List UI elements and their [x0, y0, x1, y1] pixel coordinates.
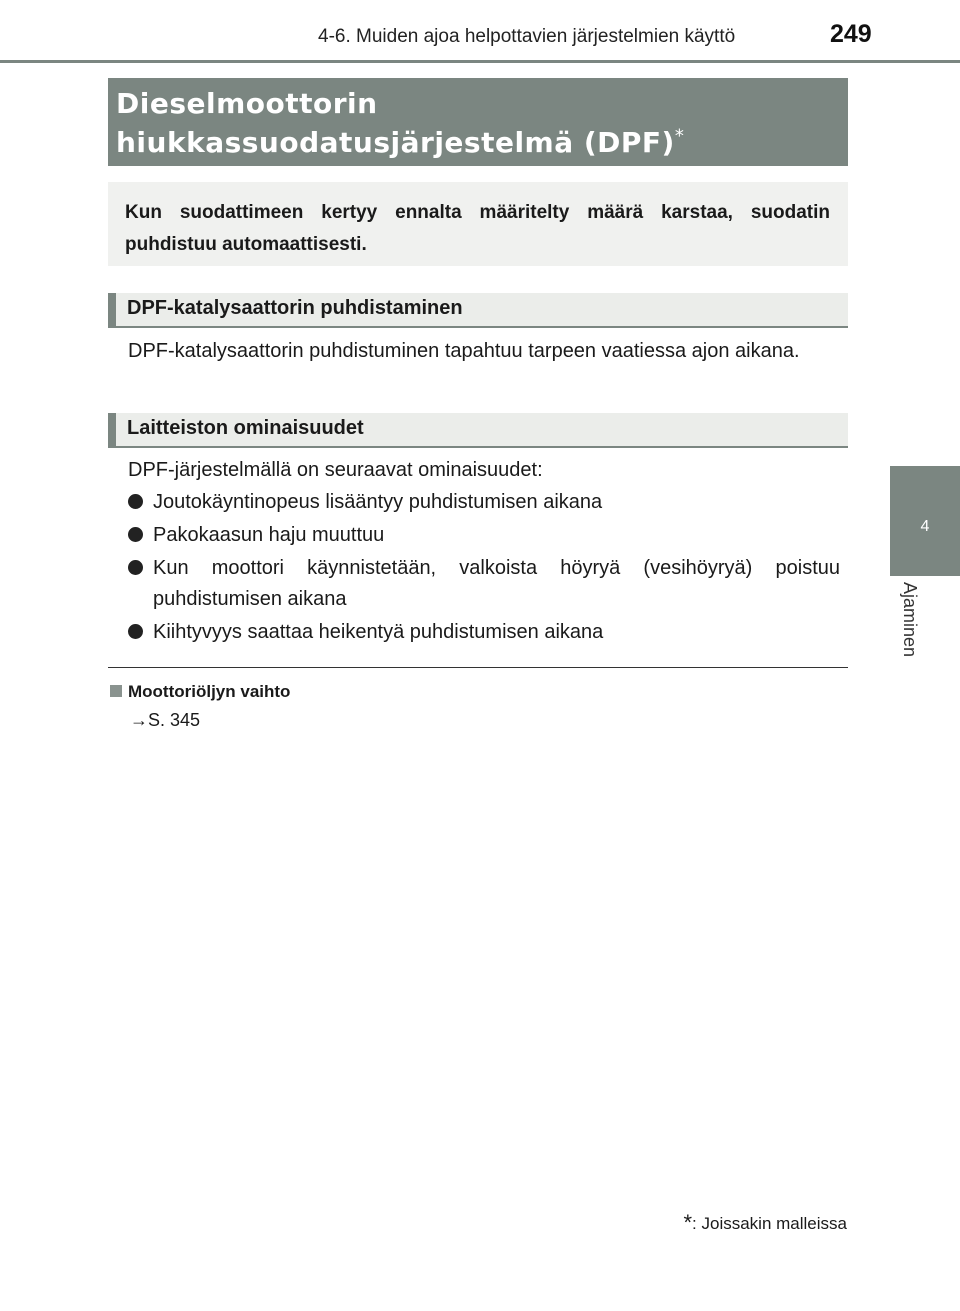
asterisk-icon: * [683, 1210, 693, 1235]
list-item-text: Kiihtyvyys saattaa heikentyä puhdistumisen aikana [153, 621, 604, 643]
features-list [128, 487, 840, 650]
chapter-tab[interactable] [890, 466, 960, 576]
asterisk-icon: * [674, 125, 685, 147]
page-title [108, 78, 848, 166]
bullet-icon [128, 624, 143, 639]
chapter-tab-label: Ajaminen [900, 582, 920, 658]
chapter-tab-number: 4 [920, 518, 930, 535]
page-reference-link[interactable] [130, 710, 200, 731]
bullet-icon [128, 527, 143, 542]
page-reference-text: S. 345 [148, 710, 201, 730]
section-heading-dpf-cleaning: DPF-katalysaattorin puhdistaminen [108, 293, 848, 328]
list-item [128, 553, 840, 615]
page-title-line1: Dieselmoottorin [116, 87, 378, 120]
chapter-title: 4-6. Muiden ajoa helpottavien järjestelmien käyttö [318, 26, 736, 47]
list-item-text: Pakokaasun haju muuttuu [153, 524, 385, 546]
list-item-text: Joutokäyntinopeus lisääntyy puhdistumisen aikana [153, 491, 603, 513]
section-dpf-cleaning-text: DPF-katalysaattorin puhdistuminen tapahtuu tarpeen vaatiessa ajon aikana. [128, 340, 800, 362]
list-item [128, 617, 840, 648]
bullet-icon [128, 560, 143, 575]
page-title-line2-text: hiukkassuodatusjärjestelmä (DPF) [116, 126, 675, 159]
features-lead: DPF-järjestelmällä on seuraavat ominaisuudet: [128, 459, 543, 481]
page-number: 249 [830, 20, 872, 48]
list-item-text: Kun moottori käynnistetään, valkoista höyryä (vesihöyryä) poistuu puhdistumisen aikana [153, 557, 840, 610]
section-divider [108, 667, 848, 668]
note-heading-text: Moottoriöljyn vaihto [128, 682, 291, 701]
section-heading-features: Laitteiston ominaisuudet [108, 413, 848, 448]
arrow-right-icon: → [130, 710, 148, 730]
list-item [128, 487, 840, 518]
note-heading [110, 682, 290, 702]
intro-summary: Kun suodattimeen kertyy ennalta määritelty määrä karstaa, suodatin puhdistuu automaattisesti. [108, 182, 848, 266]
header-rule [0, 60, 960, 63]
square-bullet-icon [110, 685, 122, 697]
bullet-icon [128, 494, 143, 509]
list-item [128, 520, 840, 551]
page-title-line2 [116, 123, 848, 162]
footnote [683, 1210, 847, 1236]
footnote-text: : Joissakin malleissa [692, 1214, 847, 1233]
